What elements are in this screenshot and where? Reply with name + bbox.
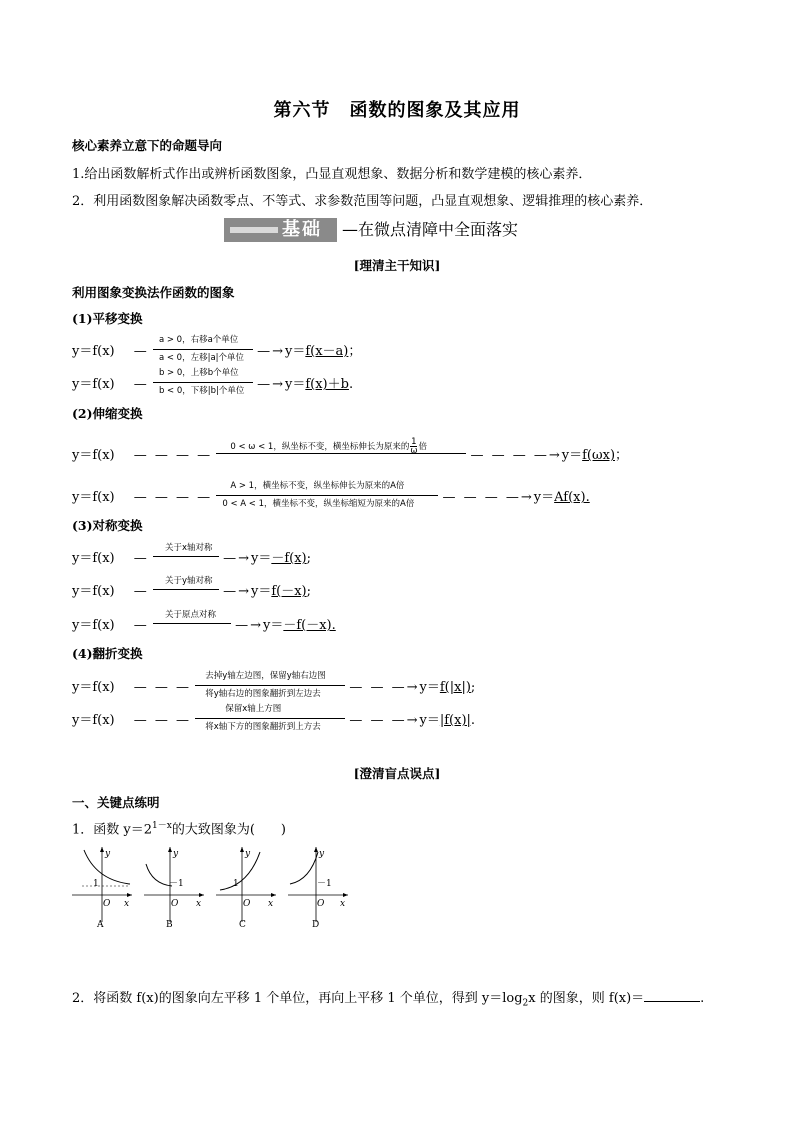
lhs: y＝f(x) — [72, 618, 115, 633]
answer: |f(x)| — [439, 713, 471, 728]
option-c-label: C — [239, 920, 246, 930]
lhs: y＝f(x) — [72, 680, 115, 695]
answer: －f(x) — [271, 551, 307, 566]
rhs: y＝ — [533, 490, 555, 505]
x-axis-label: x — [268, 899, 274, 909]
arrow-label: 关于x轴对称 — [164, 543, 213, 553]
rhs: y＝ — [284, 377, 306, 392]
transform-arrow — [216, 437, 466, 459]
intro-heading: 核心素养立意下的命题导向 — [72, 138, 223, 153]
tail: . — [470, 713, 476, 728]
rhs: y＝ — [250, 551, 272, 566]
arrow-bottom-label: 0 < A < 1，横坐标不变，纵坐标缩短为原来的A倍 — [222, 499, 415, 509]
lhs: y＝f(x) — [72, 490, 115, 505]
transform-arrow — [216, 481, 438, 509]
one-label: 1 — [233, 879, 239, 889]
y-axis-label: y — [245, 849, 251, 859]
transform-arrow — [153, 368, 253, 396]
origin-label: O — [243, 899, 251, 909]
graph-b — [144, 847, 204, 930]
banner-stripe — [230, 227, 278, 233]
stretch-row-2: y＝f(x) — — — — A > 1，横坐标不变，纵坐标伸长为原来的A倍 0 < A < 1，横坐标不变，纵坐标缩短为原来的A倍 — — — —→y＝Af(x). — [72, 481, 590, 509]
banner-word: 基础 — [282, 219, 322, 240]
symmetry-row-1: y＝f(x) — 关于x轴对称 —→y＝－f(x); — [72, 543, 312, 566]
flip-heading: (4)翻折变换 — [72, 646, 143, 661]
section-tag-pitfalls: [澄清盲点误点] — [353, 766, 441, 781]
answer-graphs — [70, 842, 360, 930]
flip-row-2: y＝f(x) — — — 保留x轴上方图 将x轴下方的图象翻折到上方去 — — —→y＝|f(x)|. — [72, 704, 476, 732]
intro-item-1: 1.给出函数解析式作出或辨析函数图象，凸显直观想象、数据分析和数学建模的核心素养． — [72, 167, 592, 182]
lhs: y＝f(x) — [72, 713, 115, 728]
transform-arrow — [195, 671, 345, 699]
lhs: y＝f(x) — [72, 551, 115, 566]
x-axis-label: x — [196, 899, 202, 909]
graph-d — [288, 847, 348, 930]
section-tag-knowledge: [理清主干知识] — [353, 258, 441, 273]
banner-subtitle: —在微点清障中全面落实 — [342, 220, 519, 239]
arrow-top-label: 0 < ω < 1，纵坐标不变，横坐标伸长为原来的 $\frac{1}{\omega}$ 倍 — [230, 437, 427, 456]
translate-heading: (1)平移变换 — [72, 311, 143, 326]
option-d-label: D — [312, 920, 320, 930]
origin-label: O — [171, 899, 179, 909]
answer-blank[interactable] — [644, 989, 700, 1002]
answer: f(－x) — [271, 584, 307, 599]
exponent: 1－x — [152, 821, 172, 831]
arrow-bottom-label: 将x轴下方的图象翻折到上方去 — [205, 722, 321, 732]
one-label: 1 — [93, 879, 99, 889]
origin-label: O — [317, 899, 325, 909]
arrow-top-label: b > 0，上移b个单位 — [158, 368, 239, 378]
lhs: y＝f(x) — [72, 377, 115, 392]
arrow-bottom-label: a < 0，左移|a|个单位 — [158, 353, 245, 363]
tail: ； — [615, 448, 629, 463]
rhs: y＝ — [250, 584, 272, 599]
stretch-heading: (2)伸缩变换 — [72, 406, 143, 421]
symmetry-row-3: y＝f(x) — 关于原点对称 —→y＝－f(－x). — [72, 610, 336, 633]
arrow-label: 关于原点对称 — [164, 610, 216, 620]
rhs: y＝ — [262, 618, 284, 633]
transform-arrow — [153, 335, 253, 363]
x-axis-label: x — [124, 899, 130, 909]
answer: f(x－a) — [305, 344, 349, 359]
question-1: 1．函数 $y=2^{1-x}$的大致图象为( ) — [72, 821, 286, 838]
y-axis-label: y — [105, 849, 111, 859]
minus-one-label: －1 — [317, 879, 332, 889]
tail: ; — [306, 551, 312, 566]
transform-arrow — [153, 543, 219, 562]
rhs: y＝ — [419, 680, 440, 695]
rhs: y＝ — [561, 448, 583, 463]
answer: Af(x). — [554, 490, 590, 505]
tail: ; — [470, 680, 476, 695]
y-axis-label: y — [319, 849, 325, 859]
arrow-top-label: a > 0，右移a个单位 — [158, 335, 239, 345]
answer: f(x)＋b — [305, 377, 349, 392]
arrow-top-label: 保留x轴上方图 — [225, 704, 282, 714]
transform-arrow — [195, 704, 345, 732]
lhs: y＝f(x) — [72, 584, 115, 599]
x-axis-label: x — [340, 899, 346, 909]
rhs: y＝ — [419, 713, 440, 728]
arrow-top-label: 去掉y轴左边图，保留y轴右边图 — [205, 671, 326, 681]
answer: f(|x|) — [439, 680, 471, 695]
y-axis-label: y — [173, 849, 179, 859]
stretch-row-1: y＝f(x) — — — — 0 < ω < 1，纵坐标不变，横坐标伸长为原来的 $\frac{1}{\omega}$ 倍 — — — —→y＝f(ωx)； — [72, 437, 629, 463]
section1-heading: 利用图象变换法作函数的图象 — [72, 285, 235, 300]
origin-label: O — [103, 899, 111, 909]
question-2: 2．将函数 f(x)的图象向左平移 1 个单位，再向上平移 1 个单位，得到 $y=\log_2x$ 的图象，则 f(x)＝ . — [72, 991, 705, 1009]
tail: ； — [348, 344, 362, 359]
option-a-label: A — [97, 920, 104, 930]
symmetry-row-2: y＝f(x) — 关于y轴对称 —→y＝f(－x); — [72, 576, 312, 599]
arrow-bottom-label: 将y轴右边的图象翻折到左边去 — [205, 689, 321, 699]
arrow-bottom-label: b < 0，下移|b|个单位 — [158, 386, 245, 396]
lhs: y＝f(x) — [72, 448, 115, 463]
tail: ; — [306, 584, 312, 599]
transform-arrow — [153, 576, 219, 595]
flip-row-1: y＝f(x) — — — 去掉y轴左边图，保留y轴右边图 将y轴右边的图象翻折到左边去 — — —→y＝f(|x|); — [72, 671, 476, 699]
log-base: 2 — [522, 998, 529, 1009]
graph-c — [216, 847, 276, 930]
section2-heading: 一、关键点练明 — [72, 795, 160, 810]
rhs: y＝ — [284, 344, 306, 359]
answer: f(ωx) — [582, 448, 616, 463]
arrow-top-label: A > 1，横坐标不变，纵坐标伸长为原来的A倍 — [230, 481, 405, 491]
transform-arrow — [153, 610, 231, 629]
graph-a — [72, 847, 132, 930]
lhs: y＝f(x) — [72, 344, 115, 359]
translate-row-1: y＝f(x) — a > 0，右移a个单位 a < 0，左移|a|个单位 —→y＝f(x－a)； — [72, 335, 362, 363]
intro-item-2: 2．利用函数图象解决函数零点、不等式、求参数范围等问题，凸显直观想象、逻辑推理的核心素养． — [72, 194, 653, 209]
minus-one-label: －1 — [169, 879, 184, 889]
tail: . — [348, 377, 354, 392]
answer: －f(－x). — [283, 618, 336, 633]
arrow-label: 关于y轴对称 — [164, 576, 213, 586]
fraction: $\frac{1}{\omega}$ — [410, 437, 418, 456]
translate-row-2: y＝f(x) — b > 0，上移b个单位 b < 0，下移|b|个单位 —→y＝f(x)＋b. — [72, 368, 354, 396]
option-b-label: B — [166, 920, 173, 930]
page-title: 第六节 函数的图象及其应用 — [273, 100, 521, 121]
symmetry-heading: (3)对称变换 — [72, 518, 143, 533]
